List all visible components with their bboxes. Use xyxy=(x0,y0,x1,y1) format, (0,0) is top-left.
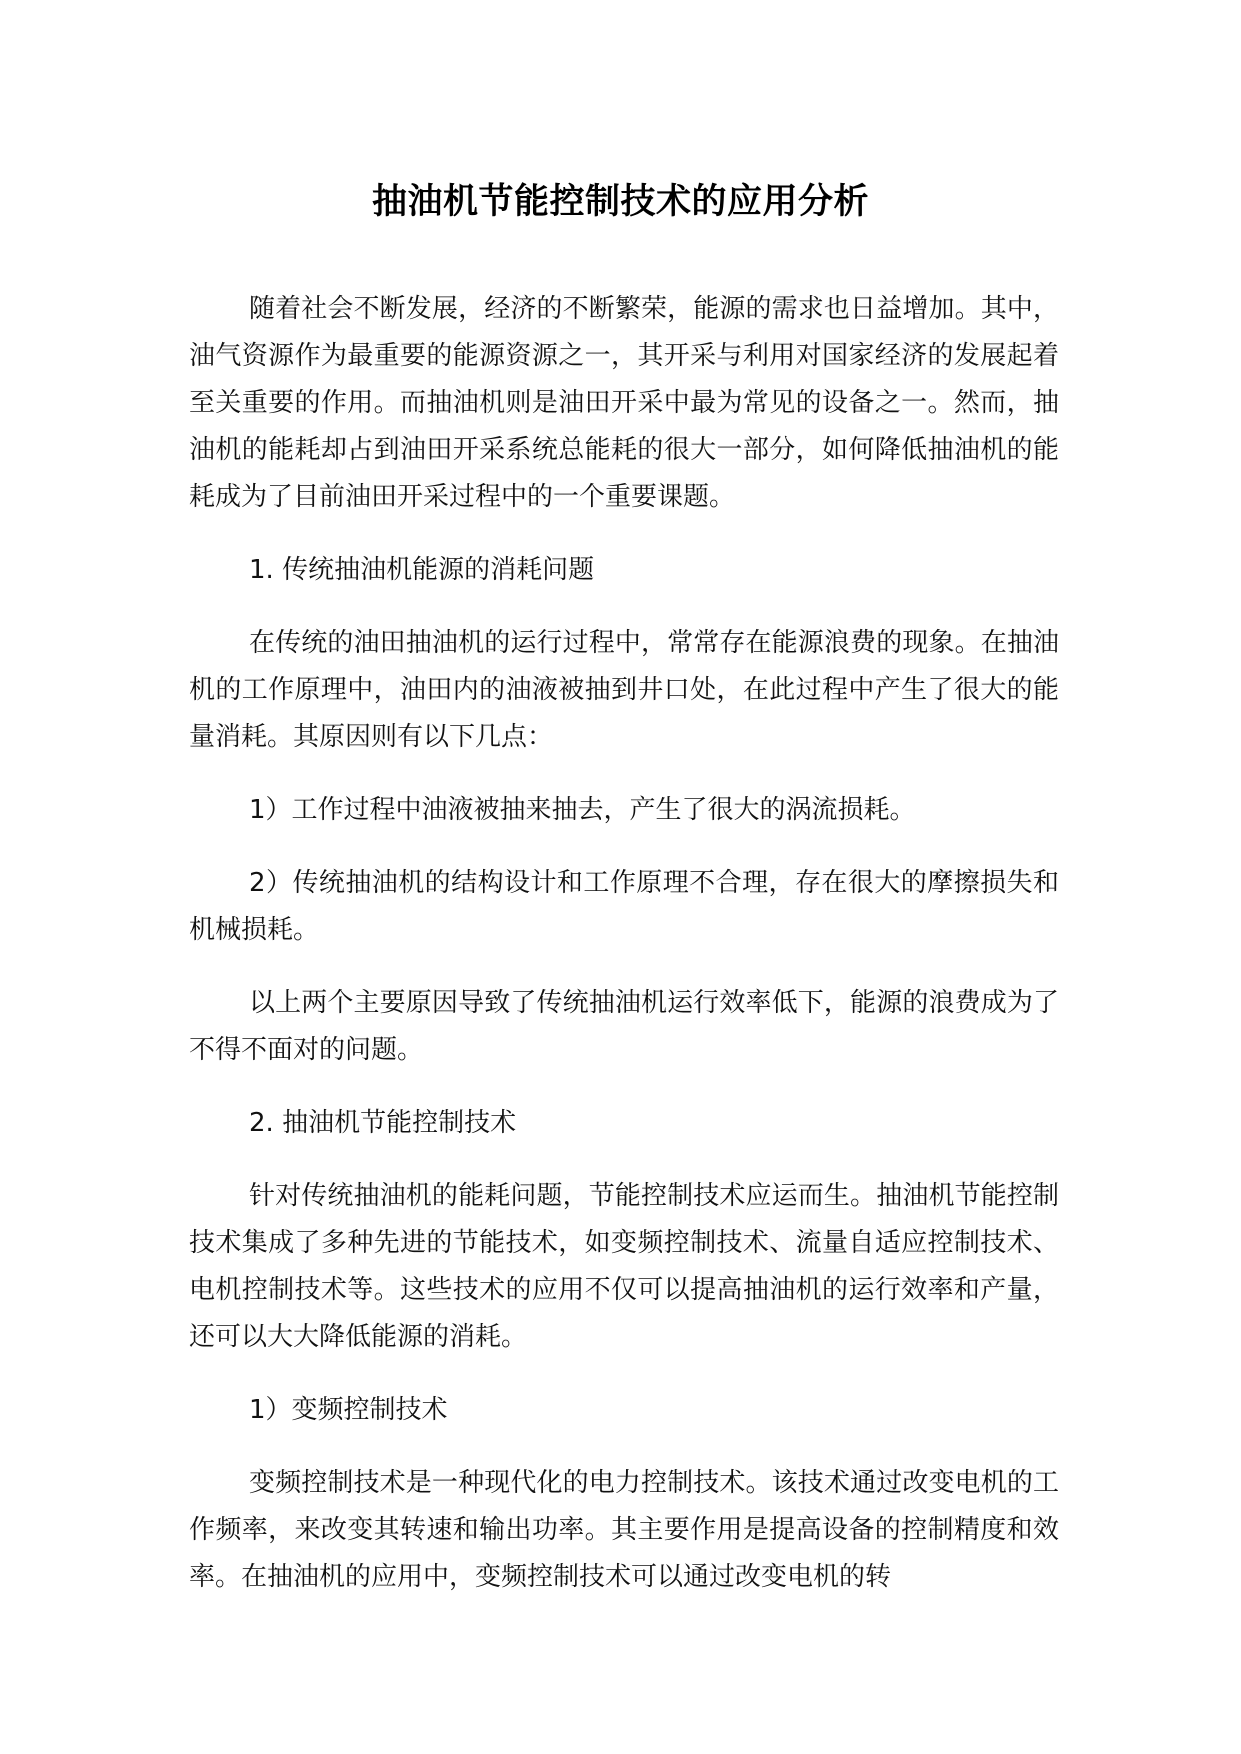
paragraph-summary: 以上两个主要原因导致了传统抽油机运行效率低下，能源的浪费成为了不得不面对的问题。 xyxy=(189,988,1059,1065)
section-heading-1: 1. 传统抽油机能源的消耗问题 xyxy=(249,555,595,585)
paragraph-control-tech: 针对传统抽油机的能耗问题，节能控制技术应运而生。抽油机节能控制技术集成了多种先进的节能技术，如变频控制技术、流量自适应控制技术、电机控制技术等。这些技术的应用不仅可以提高抽油机的运行效率和产量，还可以大大降低能源的消耗。 xyxy=(189,1181,1059,1352)
paragraph-vfd: 变频控制技术是一种现代化的电力控制技术。该技术通过改变电机的工作频率，来改变其转速和输出功率。其主要作用是提高设备的控制精度和效率。在抽油机的应用中，变频控制技术可以通过改变电机的转 xyxy=(189,1468,1059,1592)
paragraph-intro: 随着社会不断发展，经济的不断繁荣，能源的需求也日益增加。其中，油气资源作为最重要的能源资源之一，其开采与利用对国家经济的发展起着至关重要的作用。而抽油机则是油田开采中最为常见的设备之一。然而，抽油机的能耗却占到油田开采系统总能耗的很大一部分，如何降低抽油机的能耗成为了目前油田开采过程中的一个重要课题。 xyxy=(189,294,1059,512)
section-heading-2: 2. 抽油机节能控制技术 xyxy=(249,1108,517,1138)
document-title: 抽油机节能控制技术的应用分析 xyxy=(371,182,869,222)
subsection-heading-vfd: 1）变频控制技术 xyxy=(249,1395,448,1425)
document-body xyxy=(189,286,1059,1627)
list-item-reason-1: 1）工作过程中油液被抽来抽去，产生了很大的涡流损耗。 xyxy=(249,795,916,825)
list-item-reason-2: 2）传统抽油机的结构设计和工作原理不合理，存在很大的摩擦损失和机械损耗。 xyxy=(189,868,1059,945)
paragraph-energy-waste: 在传统的油田抽油机的运行过程中，常常存在能源浪费的现象。在抽油机的工作原理中，油田内的油液被抽到井口处，在此过程中产生了很大的能量消耗。其原因则有以下几点： xyxy=(189,628,1059,752)
